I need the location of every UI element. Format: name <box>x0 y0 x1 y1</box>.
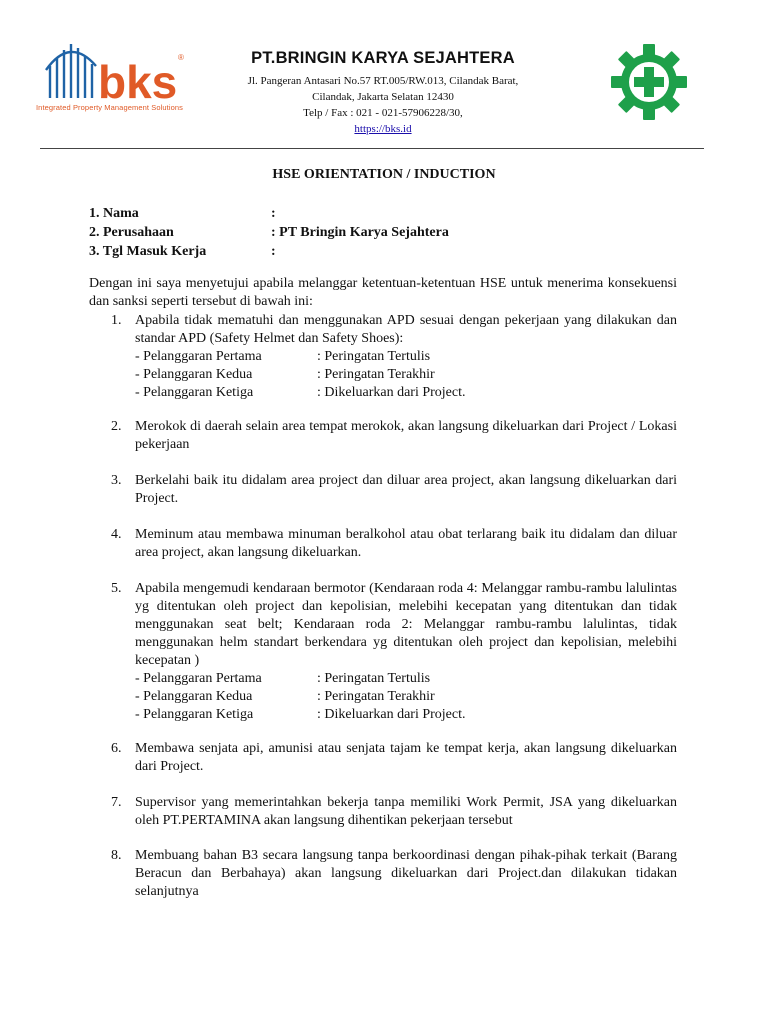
sanction-value: : Peringatan Tertulis <box>317 671 431 686</box>
field-value: : <box>271 244 276 259</box>
field-label: 1. Nama <box>89 206 139 221</box>
address-line-2: Cilandak, Jakarta Selatan 12430 <box>312 91 454 103</box>
field-label: 2. Perusahaan <box>89 225 174 240</box>
item-number: 8. <box>111 848 122 863</box>
field-value: : PT Bringin Karya Sejahtera <box>271 225 449 240</box>
header-divider <box>40 148 704 149</box>
sanction-row <box>135 670 677 688</box>
item-number: 3. <box>111 473 122 488</box>
sanction-label: - Pelanggaran Pertama <box>135 671 262 686</box>
website-link[interactable]: https://bks.id <box>354 123 412 135</box>
field-value: : <box>271 206 276 221</box>
item-text: Apabila mengemudi kendaraan bermotor (Kendaraan roda 4: Melanggar rambu-rambu lalulintas yg ditentukan oleh project dan kepolisian, melebihi kecepatan yang ditentukan dan tidak menggunakan seat belt; Kendaraan roda 2: Melanggar rambu-rambu lalulintas, tidak menggunakan helm standart berkendara yg ditentukan oleh project dan kepolisian, melebihi kecepatan ) <box>135 581 677 668</box>
sanction-label: - Pelanggaran Pertama <box>135 349 262 364</box>
sanction-label: - Pelanggaran Ketiga <box>135 707 254 722</box>
identity-fields <box>89 204 449 261</box>
item-number: 7. <box>111 795 122 810</box>
item-number: 4. <box>111 527 122 542</box>
field-label: 3. Tgl Masuk Kerja <box>89 244 207 259</box>
item-text: Apabila tidak mematuhi dan menggunakan APD sesuai dengan pekerjaan yang dilakukan dan standar APD (Safety Helmet dan Safety Shoes): <box>135 313 677 346</box>
sanction-value: : Dikeluarkan dari Project. <box>317 385 466 400</box>
item-text: Supervisor yang memerintahkan bekerja tanpa memiliki Work Permit, JSA yang dikeluarkan oleh PT.PERTAMINA akan langsung dihentikan pekerjaan tersebut <box>135 795 677 828</box>
sanction-value: : Peringatan Terakhir <box>317 367 435 382</box>
company-info <box>216 49 550 137</box>
item-text: Membawa senjata api, amunisi atau senjata tajam ke tempat kerja, akan langsung dikeluarkan dari Project. <box>135 741 677 774</box>
sanction-row <box>135 348 677 366</box>
sanction-value: : Peringatan Tertulis <box>317 349 431 364</box>
sanction-label: - Pelanggaran Ketiga <box>135 385 254 400</box>
sanction-row <box>135 366 677 384</box>
sanction-row <box>135 384 677 402</box>
letterhead <box>36 34 732 144</box>
logo-wordmark: bks <box>98 56 178 106</box>
item-text: Membuang bahan B3 secara langsung tanpa berkoordinasi dengan pihak-pihak terkait (Barang Beracun dan Berbahaya) akan langsung dikeluarkan dari Project.dan dilakukan tidakan selanjutnya <box>135 848 677 899</box>
sanction-row <box>135 706 677 724</box>
item-number: 6. <box>111 741 122 756</box>
item-number: 1. <box>111 313 122 328</box>
sanction-value: : Dikeluarkan dari Project. <box>317 707 466 722</box>
bks-logo <box>36 36 201 118</box>
phone-fax: Telp / Fax : 021 - 021-57906228/30, <box>303 107 463 119</box>
item-number: 5. <box>111 581 122 596</box>
intro-paragraph: Dengan ini saya menyetujui apabila melanggar ketentuan-ketentuan HSE untuk menerima konsekuensi dan sanksi seperti tersebut di bawah ini: <box>89 276 677 309</box>
svg-text:®: ® <box>178 53 184 62</box>
field-tgl-masuk-kerja <box>89 242 449 261</box>
logo-tagline: Integrated Property Management Solutions <box>36 103 184 112</box>
item-text: Berkelahi baik itu didalam area project dan diluar area project, akan langsung dikeluarkan dari Project. <box>135 473 677 506</box>
field-perusahaan <box>89 223 449 242</box>
item-text: Merokok di daerah selain area tempat merokok, akan langsung dikeluarkan dari Project / Lokasi pekerjaan <box>135 419 677 452</box>
address-line-1: Jl. Pangeran Antasari No.57 RT.005/RW.013, Cilandak Barat, <box>247 75 519 87</box>
k3-safety-gear-icon <box>610 43 688 121</box>
sanction-value: : Peringatan Terakhir <box>317 689 435 704</box>
bks-logo-icon <box>36 36 201 106</box>
sanction-row <box>135 688 677 706</box>
company-name: PT.BRINGIN KARYA SEJAHTERA <box>251 49 515 67</box>
document-title: HSE ORIENTATION / INDUCTION <box>272 167 496 182</box>
sanction-label: - Pelanggaran Kedua <box>135 367 253 382</box>
item-text: Meminum atau membawa minuman beralkohol atau obat terlarang baik itu didalam dan diluar area project, akan langsung dikeluarkan. <box>135 527 677 560</box>
field-nama <box>89 204 449 223</box>
item-number: 2. <box>111 419 122 434</box>
sanction-label: - Pelanggaran Kedua <box>135 689 253 704</box>
